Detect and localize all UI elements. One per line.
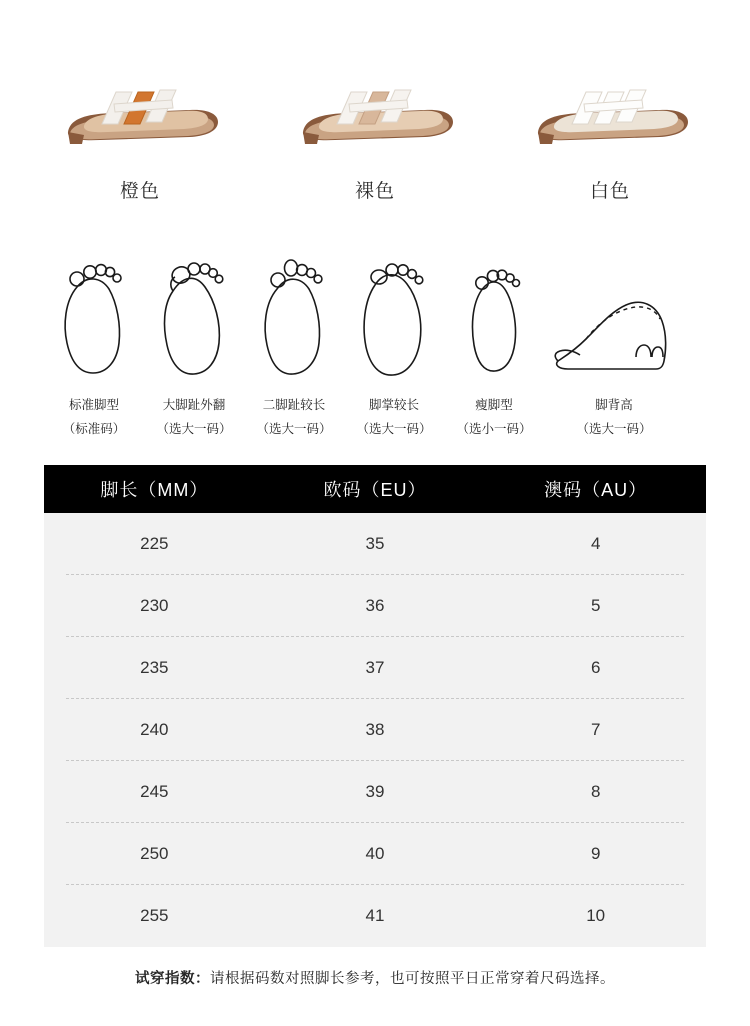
table-cell-eu: 35 — [365, 534, 385, 553]
foot-standard-icon — [55, 239, 133, 389]
table-cell-eu: 41 — [365, 906, 385, 925]
foot-type-label: 大脚趾外翻 — [162, 398, 226, 412]
foot-type-label: 脚掌较长 — [368, 398, 419, 412]
table-cell-eu: 38 — [365, 720, 385, 739]
table-cell-au: 8 — [590, 782, 601, 801]
foot-type-sublabel: （标准码） — [62, 422, 126, 436]
foot-type-label: 瘦脚型 — [475, 398, 513, 412]
table-cell-foot-length: 255 — [140, 906, 169, 925]
foot-type-sublabel: （选小一码） — [456, 422, 532, 436]
color-variants-section — [0, 0, 750, 203]
table-cell-foot-length: 240 — [140, 720, 169, 739]
foot-long-second-toe-icon — [255, 239, 333, 389]
table-row — [44, 637, 706, 699]
table-header-cell: 脚长（MM） — [100, 480, 209, 500]
fitting-note-text: 请根据码数对照脚长参考，也可按照平日正常穿着尺码选择。 — [210, 971, 615, 987]
foot-type-sublabel: （选大一码） — [576, 422, 652, 436]
table-row — [44, 699, 706, 761]
foot-narrow-icon — [455, 239, 533, 389]
table-header-cell: 澳码（AU） — [544, 480, 648, 500]
foot-type-item — [444, 239, 544, 437]
foot-type-sublabel: （选大一码） — [156, 422, 232, 436]
table-cell-eu: 40 — [365, 844, 385, 863]
sandal-orange-image — [40, 40, 240, 150]
table-cell-au: 4 — [590, 534, 601, 553]
color-variant-label: 白色 — [589, 181, 630, 202]
foot-high-instep-icon — [544, 239, 684, 389]
table-row — [44, 575, 706, 637]
foot-type-label: 二脚趾较长 — [262, 398, 326, 412]
foot-type-item — [44, 239, 144, 437]
table-cell-eu: 36 — [365, 596, 385, 615]
foot-type-item — [244, 239, 344, 437]
foot-type-item — [144, 239, 244, 437]
foot-bunion-icon — [155, 239, 233, 389]
sandal-white-image — [510, 40, 710, 150]
table-cell-foot-length: 225 — [140, 534, 169, 553]
color-variant-item[interactable] — [40, 40, 240, 203]
table-cell-foot-length: 230 — [140, 596, 169, 615]
table-header-row — [44, 465, 706, 513]
table-cell-foot-length: 245 — [140, 782, 169, 801]
table-row — [44, 885, 706, 947]
color-variant-item[interactable] — [275, 40, 475, 203]
table-cell-au: 5 — [590, 596, 601, 615]
table-cell-foot-length: 235 — [140, 658, 169, 677]
table-cell-au: 9 — [590, 844, 601, 863]
fitting-note-label: 试穿指数： — [135, 971, 210, 987]
table-cell-eu: 39 — [365, 782, 385, 801]
table-cell-foot-length: 250 — [140, 844, 169, 863]
sandal-nude-image — [275, 40, 475, 150]
foot-type-item — [344, 239, 444, 437]
size-chart-table — [44, 465, 706, 947]
color-variant-item[interactable] — [510, 40, 710, 203]
color-variant-label: 裸色 — [354, 181, 395, 202]
table-cell-au: 10 — [586, 906, 606, 925]
fitting-note — [0, 967, 750, 988]
table-cell-eu: 37 — [365, 658, 385, 677]
foot-type-sublabel: （选大一码） — [356, 422, 432, 436]
color-variant-label: 橙色 — [119, 181, 160, 202]
table-cell-au: 7 — [590, 720, 601, 739]
foot-type-label: 标准脚型 — [68, 398, 119, 412]
foot-type-item — [544, 239, 684, 437]
foot-type-sublabel: （选大一码） — [256, 422, 332, 436]
table-row — [44, 761, 706, 823]
table-header-cell: 欧码（EU） — [323, 480, 427, 500]
foot-types-section — [0, 203, 750, 437]
table-cell-au: 6 — [590, 658, 601, 677]
foot-type-label: 脚背高 — [595, 398, 633, 412]
table-row — [44, 823, 706, 885]
table-row — [44, 513, 706, 575]
foot-long-sole-icon — [355, 239, 433, 389]
